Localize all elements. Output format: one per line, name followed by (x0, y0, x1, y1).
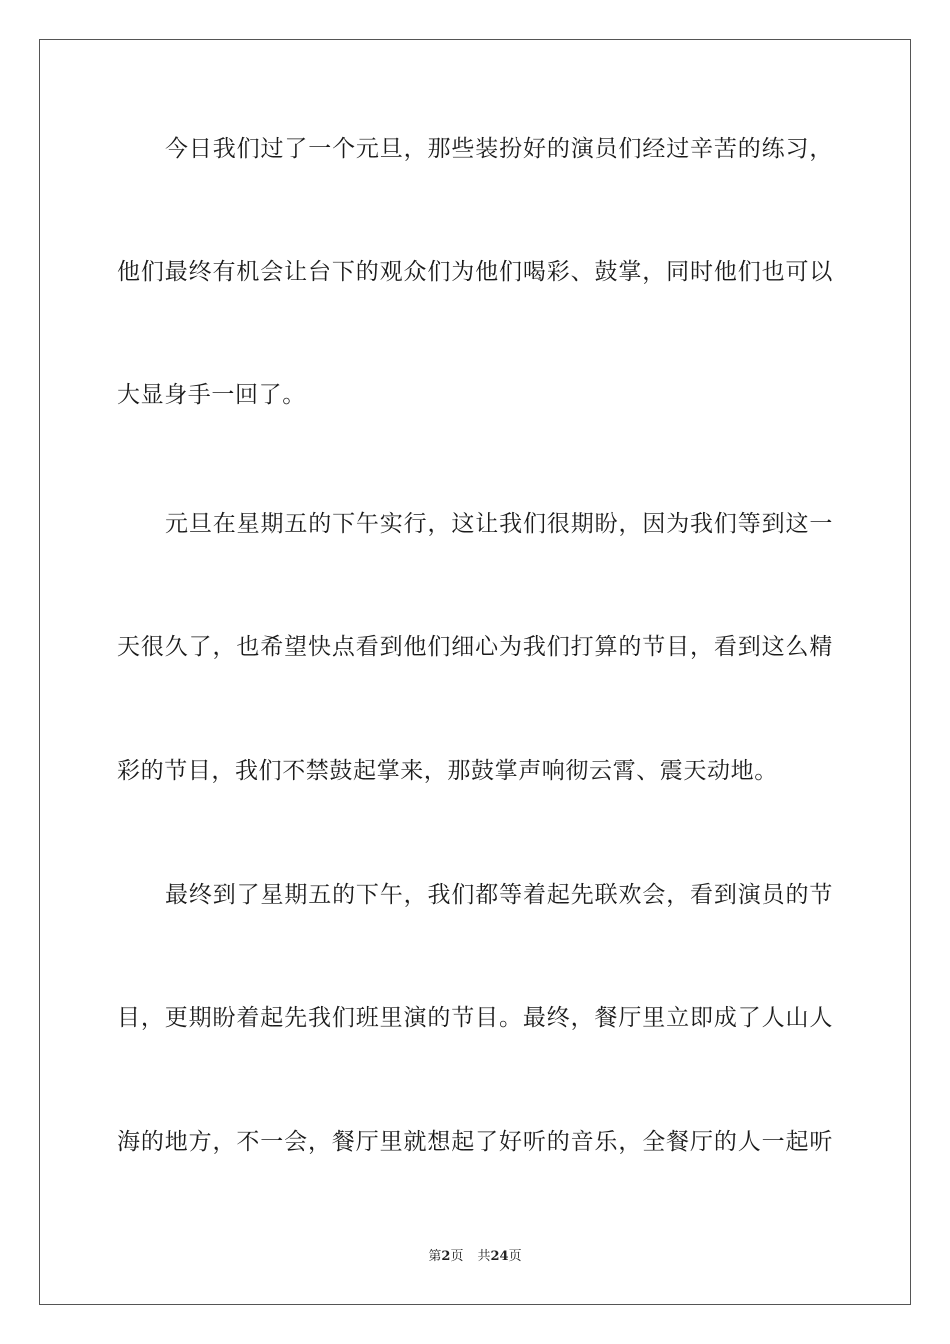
total-suffix: 页 (508, 1249, 522, 1264)
paragraph-3-line-1: 最终到了星期五的下午，我们都等着起先联欢会，看到演员的节 (165, 882, 833, 908)
paragraph-1-line-3: 大显身手一回了。 (117, 382, 306, 408)
page-suffix: 页 (450, 1249, 464, 1264)
page-border (39, 39, 911, 1305)
total-prefix: 共 (477, 1249, 491, 1264)
paragraph-1-line-1: 今日我们过了一个元旦，那些装扮好的演员们经过辛苦的练习， (165, 136, 833, 162)
page-footer (0, 1248, 950, 1266)
paragraph-2-line-3: 彩的节目，我们不禁鼓起掌来，那鼓掌声响彻云霄、震天动地。 (117, 758, 778, 784)
paragraph-2-line-2: 天很久了，也希望快点看到他们细心为我们打算的节目，看到这么精 (117, 634, 833, 660)
paragraph-1-line-2: 他们最终有机会让台下的观众们为他们喝彩、鼓掌，同时他们也可以 (117, 259, 833, 285)
paragraph-2-line-1: 元旦在星期五的下午实行，这让我们很期盼，因为我们等到这一 (165, 511, 833, 537)
total-pages: 24 (490, 1249, 509, 1264)
paragraph-3-line-3: 海的地方，不一会，餐厅里就想起了好听的音乐，全餐厅的人一起听 (117, 1129, 833, 1155)
page-prefix: 第 (428, 1249, 442, 1264)
paragraph-3-line-2: 目，更期盼着起先我们班里演的节目。最终，餐厅里立即成了人山人 (117, 1005, 833, 1031)
page-number: 2 (441, 1249, 451, 1264)
